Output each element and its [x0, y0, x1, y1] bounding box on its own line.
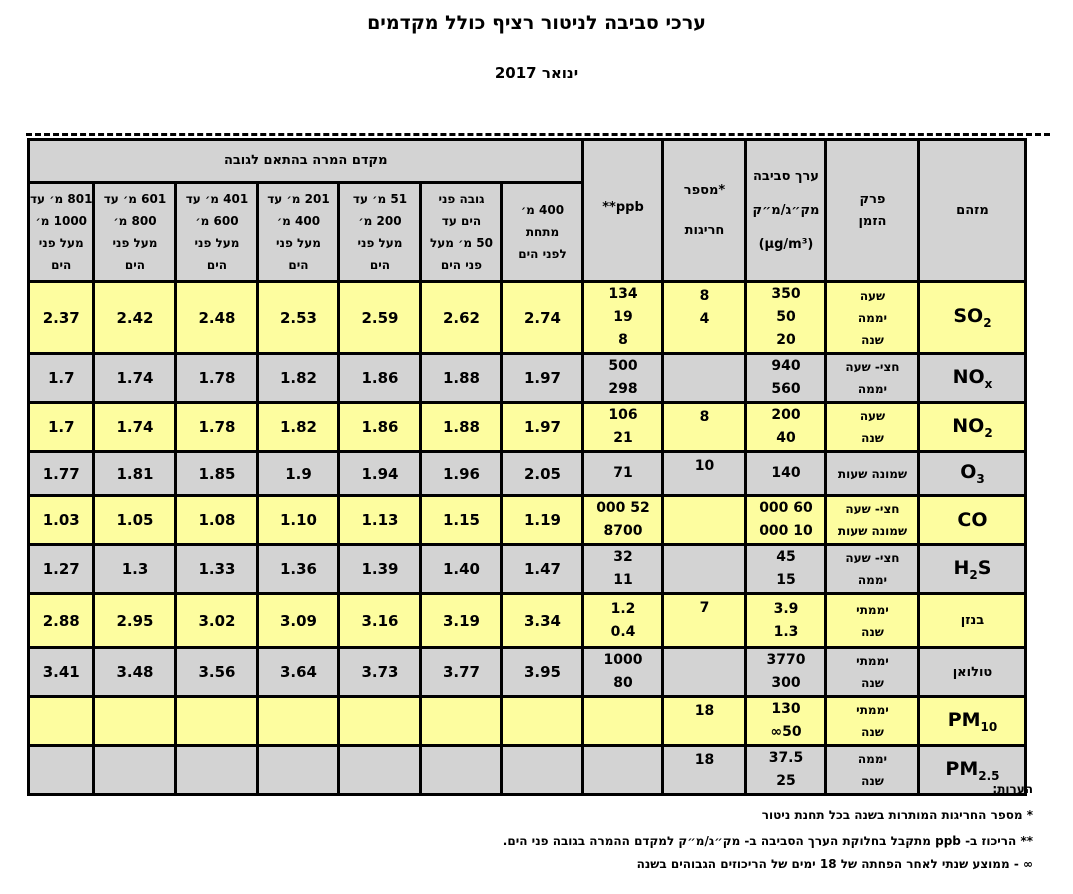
note-item: * מספר החריגות המותרות בשנה בכל תחנת ניטור [761, 808, 1033, 822]
coef-cell: 1.40 [422, 546, 500, 592]
coef-cell: 1.3 [95, 546, 174, 592]
coef-cell: 1.7 [30, 355, 92, 401]
coef-cell [340, 747, 419, 793]
exceedances-cell [664, 546, 744, 592]
ambient-values-table [27, 138, 1027, 796]
coef-cell: 1.86 [340, 404, 419, 450]
ambient-value-cell: 200 40 [747, 404, 824, 450]
note-item: ** הריכוז ב- ppb מתקבל בחלוקת הערך הסביבה ב- מק״ג/מ״ק למקדם ההמרה בגובה פני הים. [502, 834, 1033, 848]
table-row [30, 355, 1024, 401]
coef-cell: 1.94 [340, 453, 419, 494]
coef-cell [95, 698, 174, 744]
pollutant-cell: $SO_2$ [920, 283, 1024, 352]
ambient-value-cell: 140 [747, 453, 824, 494]
coef-cell: 1.82 [259, 404, 337, 450]
ambient-value-cell: 37.5 25 [747, 747, 824, 793]
exceedances-cell: 10 [664, 453, 744, 494]
coef-cell: 3.19 [422, 595, 500, 646]
time-period-cell: חצי- שעה יממה [827, 355, 917, 401]
coef-cell: 2.88 [30, 595, 92, 646]
coef-cell: 3.73 [340, 649, 419, 695]
coef-cell: 1.08 [177, 497, 256, 543]
pollutant-cell: טולואן [920, 649, 1024, 695]
coef-cell: 1.85 [177, 453, 256, 494]
coef-cell: 1.10 [259, 497, 337, 543]
coef-cell [259, 747, 337, 793]
pollutant-cell: $H_2S$ [920, 546, 1024, 592]
pollutant-cell: בנזן [920, 595, 1024, 646]
coef-cell [340, 698, 419, 744]
coef-cell [30, 698, 92, 744]
coef-cell: 2.53 [259, 283, 337, 352]
ppb-cell: 1000 80 [584, 649, 661, 695]
header-coef-column: 51 מ׳ עד 200 מ׳ מעל פני הים [340, 184, 419, 280]
exceedances-cell: 7 [664, 595, 744, 646]
time-period-cell: יממתי שנה [827, 595, 917, 646]
coef-cell: 1.27 [30, 546, 92, 592]
coef-cell: 2.95 [95, 595, 174, 646]
coef-cell: 1.7 [30, 404, 92, 450]
table-row [30, 546, 1024, 592]
coef-cell: 3.77 [422, 649, 500, 695]
coef-cell: 3.95 [503, 649, 581, 695]
coef-cell [422, 698, 500, 744]
table-row [30, 497, 1024, 543]
coef-cell: 1.97 [503, 355, 581, 401]
exceedances-cell: 18 [664, 698, 744, 744]
coef-cell: 1.78 [177, 404, 256, 450]
coef-cell: 3.48 [95, 649, 174, 695]
coef-cell: 1.77 [30, 453, 92, 494]
coef-cell: 1.81 [95, 453, 174, 494]
ppb-cell: 134 19 8 [584, 283, 661, 352]
pollutant-cell: $PM_{10}$ [920, 698, 1024, 744]
table-row [30, 453, 1024, 494]
page-subtitle: ינואר 2017 [494, 64, 579, 82]
coef-cell: 2.05 [503, 453, 581, 494]
header-coef-column: 201 מ׳ עד 400 מ׳ מעל פני הים [259, 184, 337, 280]
ambient-value-cell: 60 000 10 000 [747, 497, 824, 543]
time-period-cell: יממתי שנה [827, 698, 917, 744]
coef-cell: 3.09 [259, 595, 337, 646]
ppb-cell: 500 298 [584, 355, 661, 401]
ppb-cell: 71 [584, 453, 661, 494]
table-row [30, 404, 1024, 450]
ambient-value-cell: 350 50 20 [747, 283, 824, 352]
coef-cell: 2.42 [95, 283, 174, 352]
pollutant-cell: $O_3$ [920, 453, 1024, 494]
dashed-divider [26, 133, 1050, 136]
coef-cell: 1.88 [422, 355, 500, 401]
header-coef-group: מקדם המרה בהתאם לגובה [30, 141, 581, 181]
coef-cell: 1.15 [422, 497, 500, 543]
coef-cell: 1.96 [422, 453, 500, 494]
coef-cell [30, 747, 92, 793]
table-row [30, 747, 1024, 793]
coef-cell [259, 698, 337, 744]
ambient-value-cell: 3.9 1.3 [747, 595, 824, 646]
header-time-period: פרק הזמן [827, 141, 917, 280]
coef-cell: 1.86 [340, 355, 419, 401]
exceedances-cell: 8 [664, 404, 744, 450]
ppb-cell [584, 747, 661, 793]
coef-cell [177, 747, 256, 793]
coef-cell: 1.47 [503, 546, 581, 592]
coef-cell: 3.56 [177, 649, 256, 695]
exceedances-cell [664, 355, 744, 401]
ppb-cell: 52 000 8700 [584, 497, 661, 543]
header-ambient-value: ערך סביבה מק״ג/מ״ק (µg/m³) [747, 141, 824, 280]
exceedances-cell [664, 649, 744, 695]
coef-cell: 3.34 [503, 595, 581, 646]
time-period-cell: יממתי שנה [827, 649, 917, 695]
coef-cell [422, 747, 500, 793]
coef-cell: 1.78 [177, 355, 256, 401]
table-row [30, 698, 1024, 744]
coef-cell: 1.19 [503, 497, 581, 543]
coef-cell: 1.13 [340, 497, 419, 543]
time-period-cell: שעה יממה שנה [827, 283, 917, 352]
header-pollutant: מזהם [920, 141, 1024, 280]
header-coef-column: 401 מ׳ עד 600 מ׳ מעל פני הים [177, 184, 256, 280]
coef-cell: 3.64 [259, 649, 337, 695]
time-period-cell: יממה שנה [827, 747, 917, 793]
coef-cell [503, 698, 581, 744]
exceedances-cell: 18 [664, 747, 744, 793]
coef-cell: 1.74 [95, 355, 174, 401]
coef-cell: 1.03 [30, 497, 92, 543]
coef-cell: 3.41 [30, 649, 92, 695]
header-exceedances: *מספר חריגות [664, 141, 744, 280]
pollutant-cell: CO [920, 497, 1024, 543]
time-period-cell: שעה שנה [827, 404, 917, 450]
coef-cell: 1.33 [177, 546, 256, 592]
page-title: ערכי סביבה לניטור רציף כולל מקדמים [367, 12, 706, 34]
notes-title: הערות: [992, 782, 1033, 796]
coef-cell: 1.82 [259, 355, 337, 401]
header-coef-column: 400 מ׳ מתחת לפני הים [503, 184, 581, 280]
ppb-cell: 32 11 [584, 546, 661, 592]
header-coef-column: 601 מ׳ עד 800 מ׳ מעל פני הים [95, 184, 174, 280]
ppb-cell: 1.2 0.4 [584, 595, 661, 646]
note-item: ∞ - ממוצע שנתי לאחר הפחתה של 18 ימים של הריכוזים הגבוהים בשנה [636, 857, 1033, 871]
pollutant-cell: $NO_2$ [920, 404, 1024, 450]
coef-cell: 1.05 [95, 497, 174, 543]
exceedances-cell: 8 4 [664, 283, 744, 352]
coef-cell: 1.88 [422, 404, 500, 450]
ambient-value-cell: 940 560 [747, 355, 824, 401]
coef-cell: 2.74 [503, 283, 581, 352]
coef-cell: 2.48 [177, 283, 256, 352]
coef-cell: 1.9 [259, 453, 337, 494]
coef-cell: 1.74 [95, 404, 174, 450]
header-ppb: ppb** [584, 141, 661, 280]
pollutant-cell: $NO_x$ [920, 355, 1024, 401]
time-period-cell: חצי- שעה יממה [827, 546, 917, 592]
time-period-cell: שמונה שעות [827, 453, 917, 494]
header-coef-column: 801 מ׳ עד 1000 מ׳ מעל פני הים [30, 184, 92, 280]
ppb-cell [584, 698, 661, 744]
coef-cell: 3.16 [340, 595, 419, 646]
ambient-value-cell: 3770 300 [747, 649, 824, 695]
coef-cell [177, 698, 256, 744]
time-period-cell: חצי- שעה שמונה שעות [827, 497, 917, 543]
coef-cell: 1.36 [259, 546, 337, 592]
table-row [30, 283, 1024, 352]
header-coef-column: גובה פני הים עד 50 מ׳ מעל פני הים [422, 184, 500, 280]
coef-cell [503, 747, 581, 793]
ambient-value-cell: 130 50∞ [747, 698, 824, 744]
coef-cell: 2.62 [422, 283, 500, 352]
ambient-value-cell: 45 15 [747, 546, 824, 592]
table-row [30, 649, 1024, 695]
coef-cell: 2.37 [30, 283, 92, 352]
ppb-cell: 106 21 [584, 404, 661, 450]
coef-cell: 3.02 [177, 595, 256, 646]
coef-cell [95, 747, 174, 793]
pollutant-cell: $PM_{2.5}$ [920, 747, 1024, 793]
coef-cell: 1.39 [340, 546, 419, 592]
table-row [30, 595, 1024, 646]
coef-cell: 1.97 [503, 404, 581, 450]
coef-cell: 2.59 [340, 283, 419, 352]
exceedances-cell [664, 497, 744, 543]
